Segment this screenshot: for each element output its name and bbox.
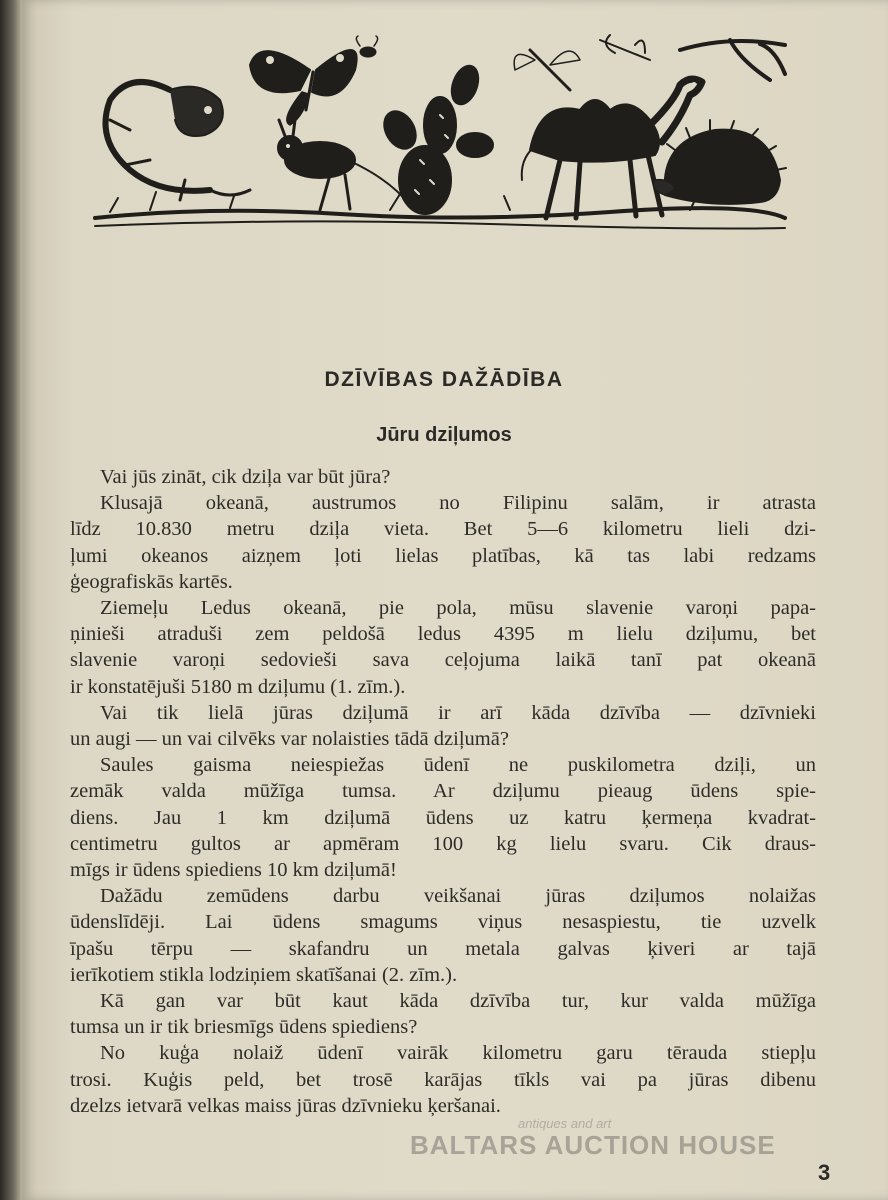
watermark-brand: BALTARS AUCTION HOUSE xyxy=(410,1130,776,1160)
butterfly-icon xyxy=(250,50,357,125)
text-line: dzelzs ietvarā velkas maiss jūras dzīvnieku ķeršanai. xyxy=(70,1094,501,1117)
text-line: trosi. Kuģis peld, bet trosē karājas tīkls vai pa jūras dibenu xyxy=(70,1068,816,1091)
text-line: ūdenslīdēji. Lai ūdens smagums viņus nesaspiestu, tie uzvelk xyxy=(70,911,816,934)
text-line: mīgs ir ūdens spiediens 10 km dziļumā! xyxy=(70,859,397,882)
desert-animals-illustration xyxy=(90,30,790,240)
text-line: Klusajā okeanā, austrumos no Filipinu salām, ir atrasta xyxy=(100,492,816,515)
text-line: zemāk valda mūžīga tumsa. Ar dziļumu pieaug ūdens spie- xyxy=(70,780,816,803)
text-line: Dažādu zemūdens darbu veikšanai jūras dziļumos nolaižas xyxy=(100,885,816,908)
body-text xyxy=(70,464,816,1119)
text-line: tumsa un ir tik briesmīgs ūdens spiediens? xyxy=(70,1016,418,1039)
watermark-tagline: antiques and art xyxy=(518,1116,612,1131)
text-line: No kuģa nolaiž ūdenī vairāk kilometru garu tērauda stiepļu xyxy=(100,1042,816,1065)
text-line: līdz 10.830 metru dziļa vieta. Bet 5—6 kilometru lieli dzi- xyxy=(70,518,816,541)
chapter-title: DZĪVĪBAS DAŽĀDĪBA xyxy=(324,368,564,391)
lizard-icon xyxy=(106,82,251,200)
text-line: Ziemeļu Ledus okeanā, pie pola, mūsu slavenie varoņi papa- xyxy=(100,597,816,620)
text-line: centimetru gultos ar apmēram 100 kg lielu svaru. Cik draus- xyxy=(70,832,816,855)
book-spine xyxy=(0,0,22,1200)
hedgehog-icon xyxy=(654,120,786,204)
text-line: Saules gaisma neiespiežas ūdenī ne puskilometra dziļi, un xyxy=(100,754,816,777)
section-title: Jūru dziļumos xyxy=(376,424,512,446)
text-line: ļumi okeanos aizņem ļoti lielas platības, kā tas labi redzams xyxy=(70,544,816,567)
text-line: ir konstatējuši 5180 m dziļumu (1. zīm.). xyxy=(70,675,406,698)
text-line: diens. Jau 1 km dziļumā ūdens uz katru ķermeņa kvadrat- xyxy=(70,806,816,829)
text-line: un augi — un vai cilvēks var nolaisties tādā dziļumā? xyxy=(70,728,509,751)
text-line: īpašu tērpu — skafandru un metala galvas ķiveri ar tajā xyxy=(70,937,816,960)
page-number: 3 xyxy=(818,1160,831,1185)
dragonfly-icon xyxy=(514,35,650,90)
text-line: slavenie varoņi sedovieši sava ceļojuma laikā tanī pat okeanā xyxy=(70,649,816,672)
bee-icon xyxy=(356,36,377,57)
text-line: ņinieši atraduši zem peldošā ledus 4395 m lielu dziļumu, bet xyxy=(70,623,816,646)
text-line: Vai jūs zināt, cik dziļa var būt jūra? xyxy=(100,466,391,488)
cactus-icon xyxy=(378,62,493,214)
text-line: Kā gan var būt kaut kāda dzīvība tur, kur valda mūžīga xyxy=(100,990,816,1013)
text-line: ierīkotiem stikla lodziņiem skatīšanai (2. zīm.). xyxy=(70,963,458,986)
text-line: Vai tik lielā jūras dziļumā ir arī kāda dzīvība — dzīvnieki xyxy=(100,701,816,724)
text-line: ģeografiskās kartēs. xyxy=(70,570,233,593)
